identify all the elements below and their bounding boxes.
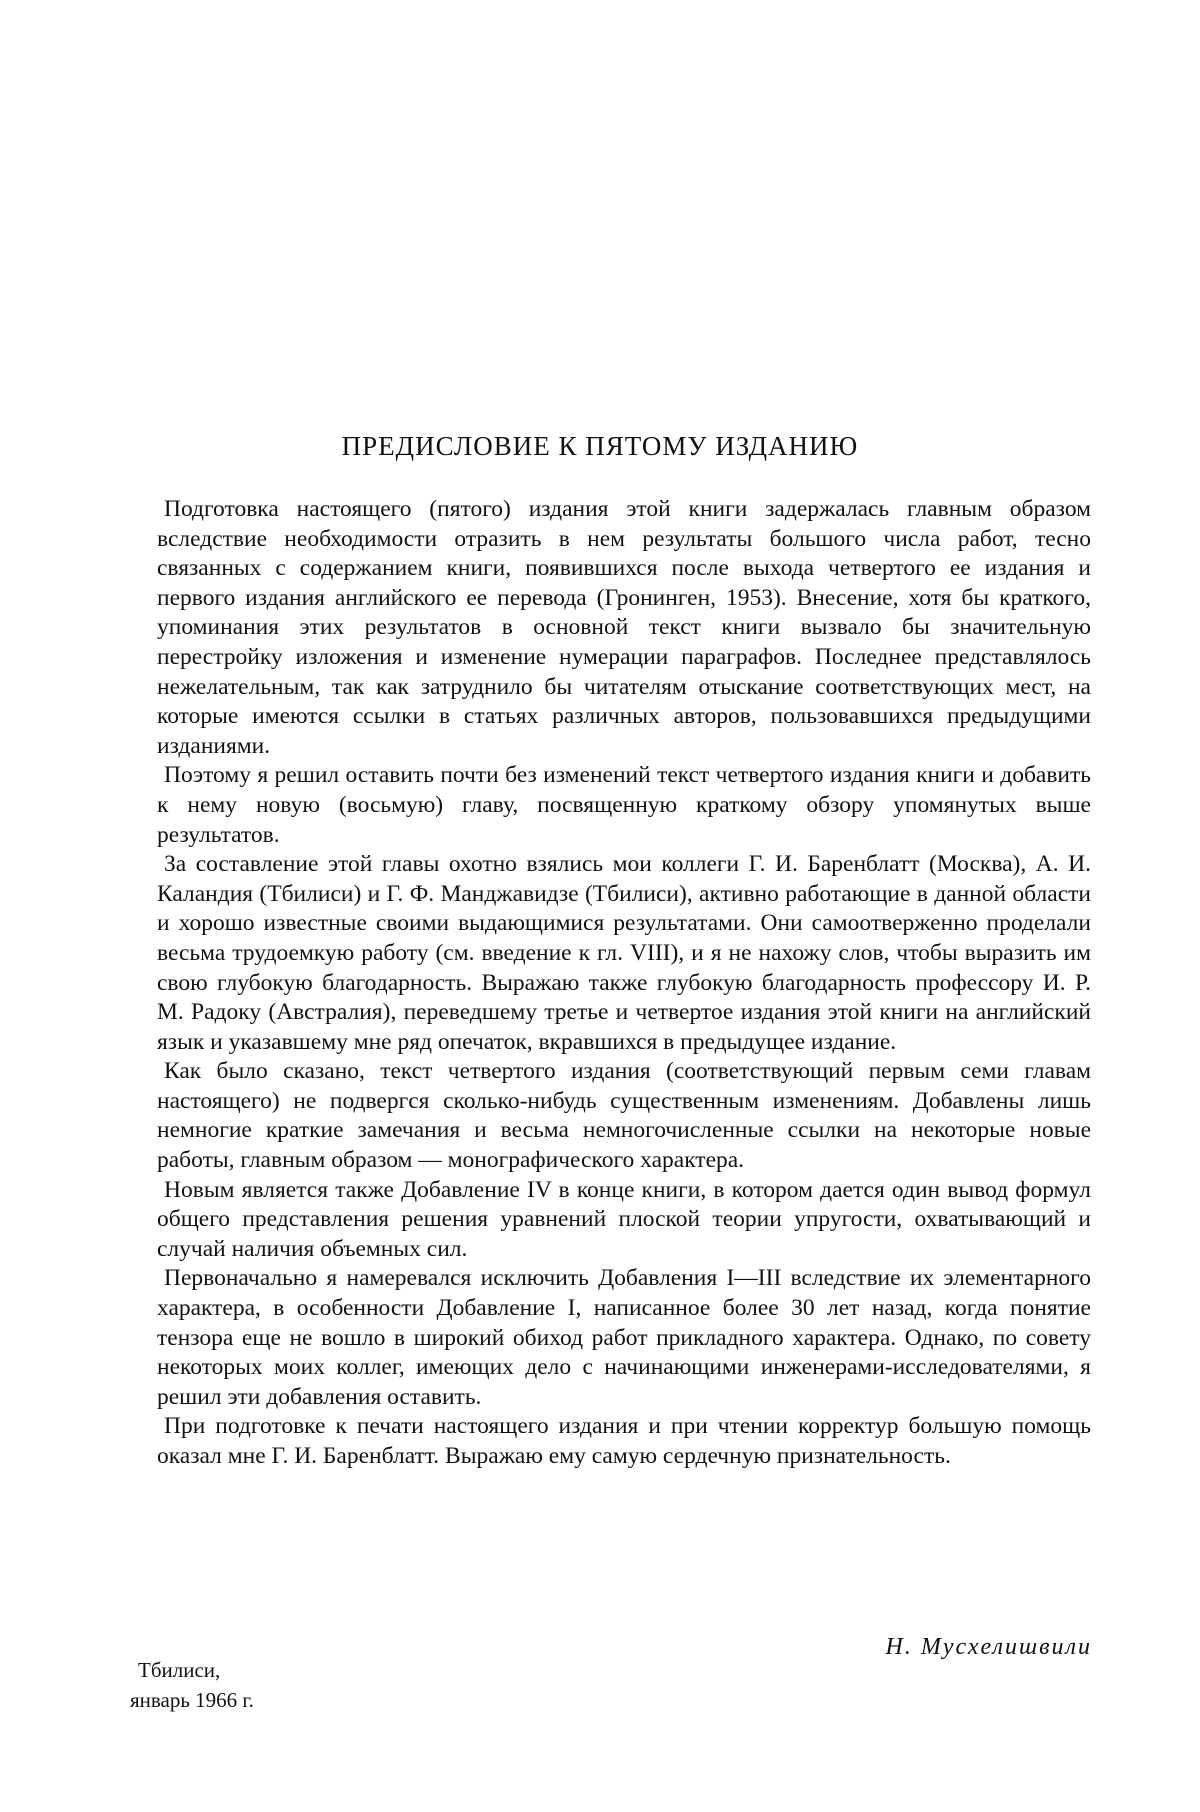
paragraph: За составление этой главы охотно взялись мои коллеги Г. И. Баренблатт (Москва), А. И. Каландия (Тбилиси) и Г. Ф. Манджавидзе (Тбилиси), активно работающие в данной области и хорошо известные своими выдающимися результатами. Они самоотверженно проделали весьма трудоемкую работу (см. введение к гл. VIII), и я не нахожу слов, чтобы выразить им свою глубокую благодарность. Выражаю также глубокую благодарность профессору И. Р. М. Радоку (Австралия), переведшему третье и четвертое издания этой книги на английский язык и указавшему мне ряд опечаток, вкравшихся в предыдущее издание. <box>157 851 1091 1055</box>
preface-body <box>157 495 1091 1472</box>
paragraph: При подготовке к печати настоящего издания и при чтении корректур большую помощь оказал мне Г. И. Баренблатт. Выражаю ему самую сердечную признательность. <box>157 1413 1091 1469</box>
paragraph: Подготовка настоящего (пятого) издания этой книги задержалась главным образом вследствие необходимости отразить в нем результаты большого числа работ, тесно связанных с содержанием книги, появившихся после выхода четвертого ее издания и первого издания английского ее перевода (Гронинген, 1953). Внесение, хотя бы краткого, упоминания этих результатов в основной текст книги вызвало бы значительную перестройку изложения и изменение нумерации параграфов. Последнее представлялось нежелательным, так как затруднило бы читателям отыскание соответствующих мест, на которые имеются ссылки в статьях различных авторов, пользовавшихся предыдущими изданиями. <box>157 496 1091 759</box>
paragraph: Поэтому я решил оставить почти без изменений текст четвертого издания книги и добавить к нему новую (восьмую) главу, посвященную краткому обзору упомянутых выше результатов. <box>157 762 1091 848</box>
date-text: январь 1966 г. <box>130 1688 254 1712</box>
author-signature: Н. Мусхелишвили <box>885 1634 1092 1660</box>
place-text: Тбилиси, <box>138 1658 221 1682</box>
place-date <box>130 1655 254 1715</box>
paragraph: Новым является также Добавление IV в конце книги, в котором дается один вывод формул общего представления решения уравнений плоской теории упругости, охватывающий и случай наличия объемных сил. <box>157 1176 1091 1262</box>
paragraph: Первоначально я намеревался исключить Добавления I—III вследствие их элементарного характера, в особенности Добавление I, написанное более 30 лет назад, когда понятие тензора еще не вошло в широкий обиход работ прикладного характера. Однако, по совету некоторых моих коллег, имеющих дело с начинающими инженерами-исследователями, я решил эти добавления оставить. <box>157 1265 1091 1410</box>
page-title: ПРЕДИСЛОВИЕ К ПЯТОМУ ИЗДАНИЮ <box>341 431 859 461</box>
paragraph: Как было сказано, текст четвертого издания (соответствующий первым семи главам настоящего) не подвергся сколько-нибудь существенным изменениям. Добавлены лишь немногие краткие замечания и весьма немногочисленные ссылки на некоторые новые работы, главным образом — монографического характера. <box>157 1058 1091 1174</box>
